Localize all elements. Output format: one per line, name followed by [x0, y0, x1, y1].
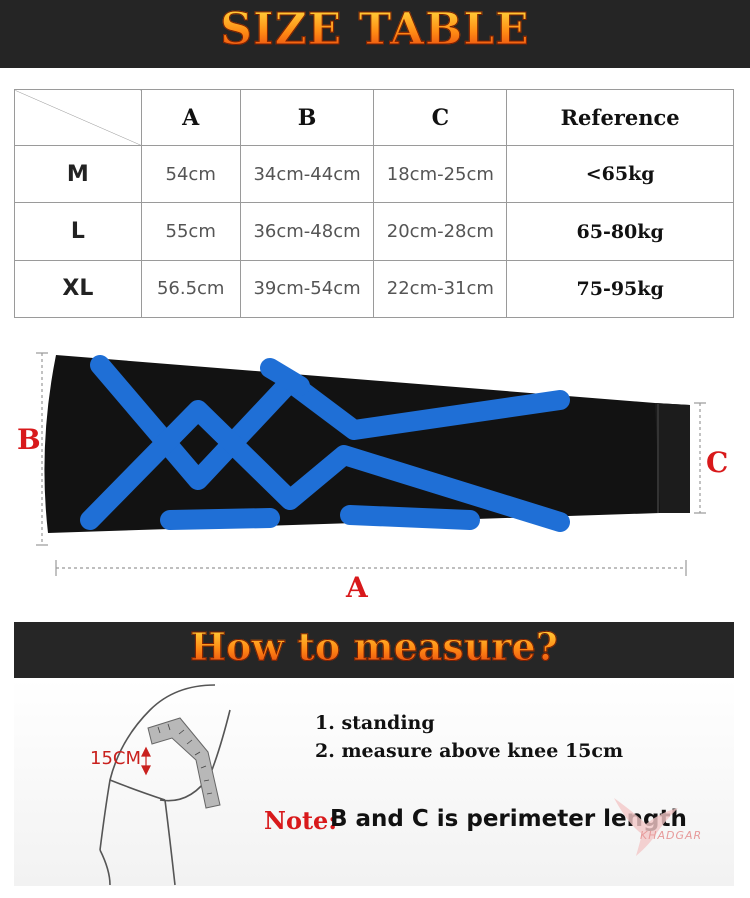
watermark-text: KHADGAR: [640, 829, 703, 842]
distance-label: 15CM: [90, 748, 142, 769]
table-header-row: [15, 90, 734, 146]
header-b: B: [240, 90, 374, 146]
value-reference: <65kg: [507, 146, 734, 203]
measure-step-2: 2. measure above knee 15cm: [315, 740, 624, 762]
sleeve-diagram: [0, 330, 750, 610]
table-row: [15, 260, 734, 317]
banner-title: SIZE TABLE: [0, 4, 750, 55]
value-a: 54cm: [141, 146, 240, 203]
distance-arrows: [142, 748, 150, 774]
value-b: 34cm-44cm: [240, 146, 374, 203]
header-reference: Reference: [507, 90, 734, 146]
size-label: L: [15, 203, 142, 260]
size-label: XL: [15, 260, 142, 317]
value-c: 20cm-28cm: [374, 203, 507, 260]
value-a: 55cm: [141, 203, 240, 260]
how-to-measure-title: How to measure?: [14, 624, 734, 669]
header-c: C: [374, 90, 507, 146]
value-reference: 65-80kg: [507, 203, 734, 260]
note-label: Note:: [264, 806, 338, 835]
note-text: B and C is perimeter length: [330, 806, 687, 832]
measuring-tape: [148, 718, 220, 808]
value-reference: 75-95kg: [507, 260, 734, 317]
size-table: [14, 89, 734, 318]
corner-cell: [15, 90, 142, 146]
value-b: 39cm-54cm: [240, 260, 374, 317]
measure-step-1: 1. standing: [315, 712, 435, 734]
dimension-label-b: B: [17, 423, 41, 456]
table-row: [15, 203, 734, 260]
header-a: A: [141, 90, 240, 146]
value-a: 56.5cm: [141, 260, 240, 317]
value-c: 18cm-25cm: [374, 146, 507, 203]
table-row: [15, 146, 734, 203]
knee-illustration: [80, 680, 270, 890]
dimension-label-c: C: [706, 446, 729, 479]
value-c: 22cm-31cm: [374, 260, 507, 317]
size-label: M: [15, 146, 142, 203]
dimension-label-a: A: [346, 571, 368, 604]
value-b: 36cm-48cm: [240, 203, 374, 260]
